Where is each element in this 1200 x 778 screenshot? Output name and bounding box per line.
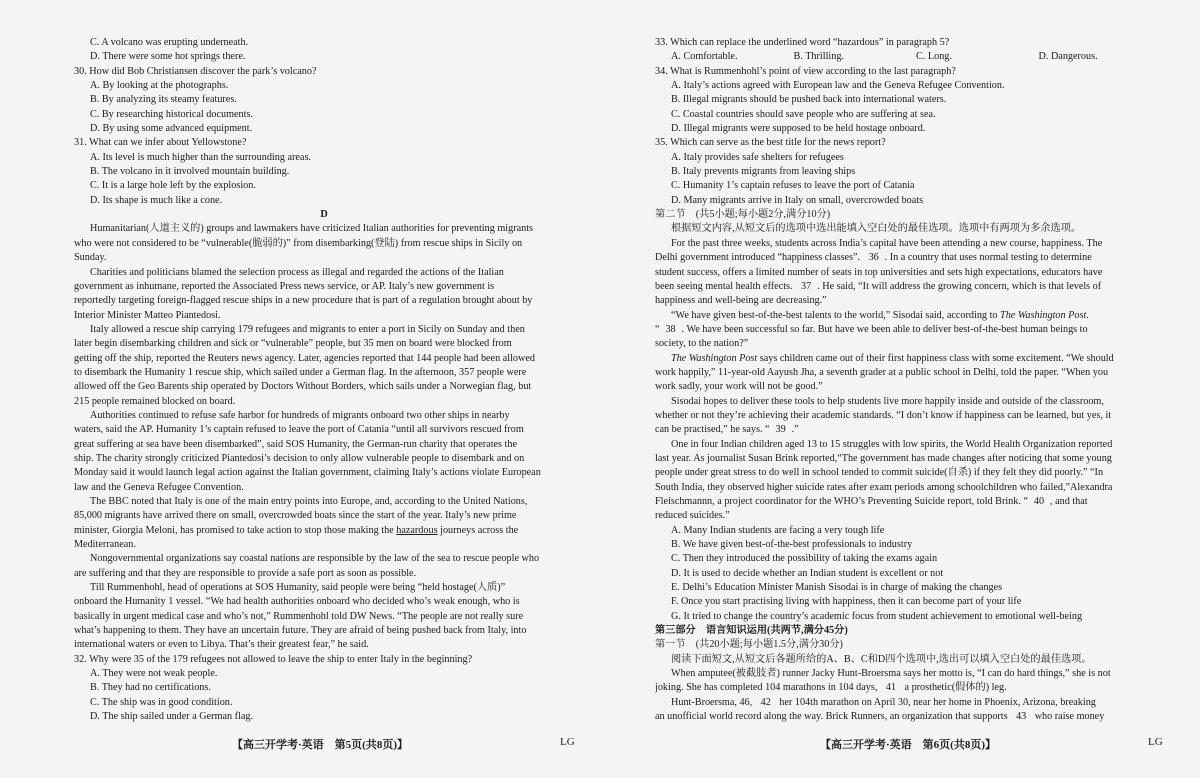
passage-line: Sisodai hopes to deliver these tools to help students live more happily inside and outside of the classroom, (671, 395, 1104, 407)
text-segment: joking. She has completed 104 marathons in 104 days, (655, 682, 878, 694)
option: B. They had no certifications. (90, 682, 211, 694)
question-stem: 31. What can we infer about Yellowstone? (74, 137, 247, 149)
cloze-line (655, 681, 1161, 695)
option: D. Many migrants arrive in Italy on small, overcrowded boats (671, 194, 924, 206)
passage-line: Nongovernmental organizations say coastal nations are responsible by the law of the sea to rescue people who (90, 553, 540, 565)
passage-line: law and the Geneva Refugee Convention. (74, 481, 244, 493)
text-segment: . In a country that uses normal testing to determine (884, 252, 1092, 264)
text-segment: , and that (1049, 496, 1088, 507)
text-segment: Hunt-Broersma, 46, (671, 696, 753, 708)
passage-line: One in four Indian children aged 13 to 15 struggles with low spirits, the World Health Organization reported (671, 438, 1113, 450)
section-title: 第二节 (共5小题;每小题2分,满分10分) (655, 209, 831, 221)
text-segment: Delhi government introduced “happiness classes”. (655, 252, 861, 264)
blank-41[interactable]: 41 (880, 681, 902, 695)
passage-line: basically in urgent medical case and who’s not,” Rummenhohl told DW News. “The people are not really sure (74, 610, 524, 622)
underlined-word: hazardous (396, 524, 438, 536)
option: C. The ship was in good condition. (90, 696, 233, 708)
choice-option: G. It tried to change the country’s academic focus from student achievement to emotional well-being (671, 610, 1083, 622)
option: C. Long. (916, 51, 952, 63)
passage-line: waters, said the AP. Humanity 1’s captain refused to leave the port of Catania “until all survivors rescued from (74, 424, 524, 436)
passage-line: to disembark the Humanity 1 rescue ship, which sailed under a German flag. In the afternoon, 357 people were (74, 366, 527, 378)
passage-line: what’s happening to them. They have an uncertain future. They are afraid of being pushed back from Italy, into (74, 625, 527, 637)
passage-line: Till Rummenhohl, head of operations at SOS Humanity, said people were being “held hostage(人质)” (90, 582, 506, 594)
blank-38[interactable]: 38 (660, 323, 682, 337)
option: C. It is a large hole left by the explosion. (90, 180, 256, 192)
footer-code-right: LG (1148, 736, 1163, 748)
passage-line: people under great stress to do well in school tended to commit suicide(自杀) if they felt they did poorly.” “In (655, 467, 1104, 479)
passage-line: getting off the ship, reported the Reuters news agency. Later, agencies reported that 144 people had been allowed (74, 352, 535, 364)
publication-name: The Washington Post (1000, 309, 1087, 321)
text-segment: .” (791, 424, 799, 436)
passage-line (655, 251, 1161, 265)
text-segment: journeys across the (437, 524, 519, 536)
option: A. Comfortable. (671, 51, 738, 63)
passage-line: “We have given best-of-the-best talents to the world,” Sisodai said, according to The Washington Post. (671, 309, 1089, 321)
passage-line: happiness and well-being are decreasing.” (655, 295, 827, 307)
passage-line (655, 323, 1161, 337)
passage-line: student success, offers a limited number of seats in top universities and sets high expectations, educators have (655, 266, 1103, 278)
text-segment: her 104th marathon on April 30, near her home in Phoenix, Arizona, breaking (776, 696, 1096, 708)
passage-line: ship. The charity strongly criticized Piantedosi’s decision to only allow vulnerable people to disembark and on (74, 452, 525, 464)
text-segment: a prosthetic(假体的) leg. (901, 682, 1007, 694)
passage-title: D (320, 209, 328, 221)
question-stem: 32. Why were 35 of the 179 refugees not allowed to leave the ship to enter Italy in the beginning? (74, 653, 473, 665)
passage-line: reportedly targeting foreign-flagged rescue ships in a new procedure that is part of a regulation brought about by (74, 295, 533, 307)
choice-option: E. Delhi’s Education Minister Manish Sisodai is in charge of making the changes (671, 582, 1003, 594)
cloze-line (655, 696, 1161, 710)
section-instruction: 阅读下面短文,从短文后各题所给的A、B、C和D四个选项中,选出可以填入空白处的最佳选项。 (671, 653, 1092, 665)
option: B. Italy prevents migrants from leaving ships (671, 166, 856, 178)
option: A. Its level is much higher than the surrounding areas. (90, 151, 311, 163)
section-title: 第一节 (共20小题;每小题1.5分,满分30分) (655, 639, 843, 651)
passage-line: international waters or even to Libya. That’s their greatest fear,” he said. (74, 639, 369, 651)
text-segment: . He said, “It will address the growing concern, which is that levels of (817, 280, 1102, 292)
blank-42[interactable]: 42 (755, 696, 777, 710)
passage-line: The BBC noted that Italy is one of the main entry points into Europe, and, according to the United Nations, (90, 496, 528, 507)
blank-36[interactable]: 36 (863, 251, 885, 265)
choice-option: C. Then they introduced the possibility of taking the exams again (671, 553, 938, 565)
left-page (74, 36, 574, 725)
passage-line: society, to the nation?” (655, 338, 749, 350)
blank-37[interactable]: 37 (795, 280, 817, 294)
passage-line: Authorities continued to refuse safe harbor for hundreds of migrants onboard two other ships in nearby (90, 409, 510, 421)
text-segment: minister, Giorgia Meloni, has promised to take action to stop those making the (74, 524, 394, 536)
page-footer-right: 【高三开学考·英语 第6页(共8页)】 (820, 739, 996, 751)
passage-line: work sadly, your work will not be good.” (655, 381, 823, 393)
option: B. Thrilling. (793, 51, 844, 63)
option: B. Illegal migrants should be pushed back into international waters. (671, 94, 947, 106)
text-segment: who raise money (1032, 711, 1105, 723)
publication-name: The Washington Post (671, 352, 758, 364)
question-stem: 33. Which can replace the underlined word “hazardous” in paragraph 5? (655, 37, 950, 48)
passage-line: Monday said it would launch legal action against the Italian government, claiming Italy’s actions violate European (74, 467, 541, 479)
option-row (655, 50, 1161, 64)
passage-line (655, 495, 1161, 509)
passage-line: 215 people remained blocked on board. (74, 395, 236, 407)
text-segment: . We have been successful so far. But have we been able to deliver best-of-the-best human beings to (681, 323, 1088, 335)
choice-option: A. Many Indian students are facing a very tough life (671, 524, 885, 536)
passage-line: Mediterranean. (74, 539, 136, 551)
section-instruction: 根据短文内容,从短文后的选项中选出能填入空白处的最佳选项。选项中有两项为多余选项。 (671, 223, 1082, 235)
passage-line: South India, they observed higher suicide rates after exam periods among schoolchildren who failed,”Alexandra (655, 481, 1113, 493)
option: D. There were some hot springs there. (90, 51, 246, 63)
option: C. Coastal countries should save people who are suffering at sea. (671, 108, 936, 120)
passage-line: are suffering and that they are responsible to provide a safe port as soon as possible. (74, 567, 417, 579)
option: A. Italy’s actions agreed with European law and the Geneva Refugee Convention. (671, 80, 1005, 92)
text-segment: “ (655, 323, 660, 335)
passage-line: 85,000 migrants have arrived there on small, overcrowded boats since the start of the year. Italy’s new prime (74, 510, 517, 522)
text-segment: an unofficial world record along the way. Brick Runners, an organization that supports (655, 711, 1008, 723)
question-stem: 34. What is Rummenhohl’s point of view according to the last paragraph? (655, 65, 956, 77)
passage-line: Humanitarian(人道主义的) groups and lawmakers have criticized Italian authorities for preventing migrants (90, 223, 534, 235)
passage-line: whether or not they’re achieving their academic standards. “I don’t know if happiness can be learned, but yes, it (655, 409, 1112, 421)
option: A. Italy provides safe shelters for refugees (671, 151, 844, 163)
right-page (655, 36, 1161, 725)
passage-line: who were not considered to be “vulnerable(脆弱的)” from disembarking(登陆) from rescue ships in Sicily on (74, 237, 523, 249)
blank-39[interactable]: 39 (770, 423, 792, 437)
passage-line: great suffering at sea have been disembarked”, said SOS Humanity, the German-run charity that operates the (74, 438, 518, 450)
cloze-line: When amputee(被截肢者) runner Jacky Hunt-Broersma says her motto is, “I can do hard things,” she is not (671, 668, 1111, 680)
page-footer-left: 【高三开学考·英语 第5页(共8页)】 (232, 739, 408, 751)
blank-40[interactable]: 40 (1028, 495, 1050, 509)
option: D. The ship sailed under a German flag. (90, 711, 254, 723)
passage-line: Interior Minister Matteo Piantedosi. (74, 309, 221, 321)
text-segment: Fleischmannn, a project coordinator for the WHO’s Preventing Suicide report, told Brink. “ (655, 496, 1028, 507)
option: C. A volcano was erupting underneath. (90, 37, 249, 48)
passage-line: Italy allowed a rescue ship carrying 179 refugees and migrants to enter a port in Sicily on Sunday and then (90, 323, 525, 335)
passage-line: reduced suicides.” (655, 510, 730, 522)
choice-option: D. It is used to decide whether an Indian student is excellent or not (671, 567, 944, 579)
passage-line: Charities and politicians blamed the selection process as illegal and regarded the actions of the Italian (90, 266, 504, 278)
option: D. Its shape is much like a cone. (90, 194, 223, 206)
choice-option: F. Once you start practising living with happiness, then it can become part of your life (671, 596, 1022, 608)
part-title: 第三部分 语言知识运用(共两节,满分45分) (655, 625, 848, 637)
text-segment: can be practised,” he says. “ (655, 424, 770, 436)
passage-line: government as inhumane, reported the Associated Press news service, or AP. Italy’s new government is (74, 280, 495, 292)
option: A. By looking at the photographs. (90, 80, 229, 92)
text-segment: “We have given best-of-the-best talents to the world,” Sisodai said, according to (671, 309, 998, 321)
option: C. By researching historical documents. (90, 108, 253, 120)
passage-line: later begin disembarking children and sick or “vulnerable” people, but 35 men on board were blocked from (74, 338, 512, 350)
choice-option: B. We have given best-of-the-best professionals to industry (671, 539, 913, 551)
option: D. Illegal migrants were supposed to be held hostage onboard. (671, 123, 926, 135)
question-stem: 35. Which can serve as the best title for the news report? (655, 137, 886, 149)
passage-line (655, 423, 1161, 437)
blank-43[interactable]: 43 (1010, 710, 1032, 724)
question-stem: 30. How did Bob Christiansen discover the park’s volcano? (74, 65, 317, 77)
text-segment: been seeing mental health effects. (655, 280, 793, 292)
option: B. The volcano in it involved mountain building. (90, 166, 290, 178)
option: D. Dangerous. (1038, 51, 1098, 63)
option: A. They were not weak people. (90, 668, 218, 680)
text-segment: says children came out of their first happiness class with some excitement. “We should (759, 352, 1114, 364)
option: C. Humanity 1’s captain refuses to leave the port of Catania (671, 180, 915, 192)
footer-code-left: LG (560, 736, 575, 748)
option: D. By using some advanced equipment. (90, 123, 253, 135)
passage-line (74, 524, 574, 538)
passage-line: onboard the Humanity 1 vessel. “We had health authorities onboard who decided who’s weak enough, who is (74, 596, 520, 608)
passage-line: allowed off the Geo Barents ship operated by Doctors Without Borders, which sails under a Norwegian flag, but (74, 381, 532, 393)
passage-line (655, 352, 1161, 366)
passage-line: last year. As journalist Susan Brink reported,“The government has made changes after noticing that some young (655, 452, 1112, 464)
cloze-line (655, 710, 1161, 724)
passage-line: For the past three weeks, students across India’s capital have been attending a new course, happiness. The (671, 237, 1103, 249)
passage-line: work happily,” 11-year-old Aayush Jha, a seventh grader at a public school in Delhi, told the paper. “When you (655, 366, 1109, 378)
option: B. By analyzing its steamy features. (90, 94, 237, 106)
passage-line (655, 280, 1161, 294)
passage-line: Sunday. (74, 252, 107, 264)
